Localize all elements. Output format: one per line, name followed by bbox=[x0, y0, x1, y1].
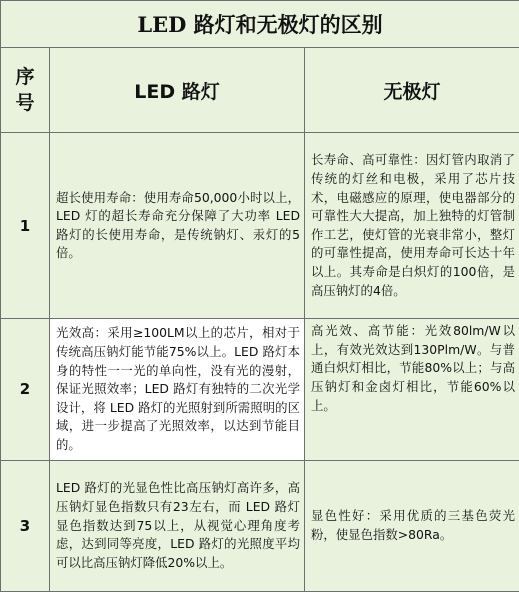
induction-cell: 高光效、高节能：光效80lm/W以上，有效光效达到130Plm/W。与普通白炽灯相比，节能80%以上；与高压钠灯和金卤灯相比，节能60%以上。 bbox=[305, 319, 519, 460]
induction-cell: 长寿命、高可靠性：因灯管内取消了传统的灯丝和电极，采用了芯片技术，电磁感应的原理，使电器部分的可靠性大大提高，加上独特的灯管制作工艺，使灯管的光衰非常小，整灯的可靠性提高，使用寿命可长达十年以上。其寿命是白炽灯的100倍，是高压钠灯的4倍。 bbox=[305, 133, 519, 319]
row-index: 3 bbox=[1, 460, 50, 591]
header-led-cell: LED 路灯 bbox=[50, 48, 305, 133]
header-induction-cell: 无极灯 bbox=[305, 48, 519, 133]
induction-cell: 显色性好：采用优质的三基色荧光粉，使显色指数>80Ra。 bbox=[305, 460, 519, 591]
header-index-label: 序 号 bbox=[15, 66, 35, 115]
table-row bbox=[1, 460, 519, 591]
led-cell: 光效高：采用≥100LM以上的芯片，相对于传统高压钠灯能节能75%以上。LED 路灯本身的特性一一光的单向性，没有光的漫射，保证光照效率；LED 路灯有独特的二次光学设计，将 LED 路灯的光照射到所需照明的区域，进一步提高了光照效率，以达到节能目的。 bbox=[50, 319, 305, 460]
row-index: 2 bbox=[1, 319, 50, 460]
header-index-cell bbox=[1, 48, 50, 133]
row-index: 1 bbox=[1, 133, 50, 319]
led-cell: LED 路灯的光显色性比高压钠灯高许多，高压钠灯显色指数只有23左右，而 LED 路灯显色指数达到75以上，从视觉心理角度考虑，达到同等亮度，LED 路灯的光照度平均可以比高压钠灯降低20%以上。 bbox=[50, 460, 305, 591]
title-row bbox=[1, 1, 519, 48]
led-cell: 超长使用寿命：使用寿命50,000小时以上，LED 灯的超长寿命充分保障了大功率 LED 路灯的长使用寿命，是传统钠灯、汞灯的5倍。 bbox=[50, 133, 305, 319]
table-row bbox=[1, 319, 519, 460]
table-row bbox=[1, 133, 519, 319]
header-row bbox=[1, 48, 519, 133]
table-title: LED 路灯和无极灯的区别 bbox=[1, 1, 519, 48]
